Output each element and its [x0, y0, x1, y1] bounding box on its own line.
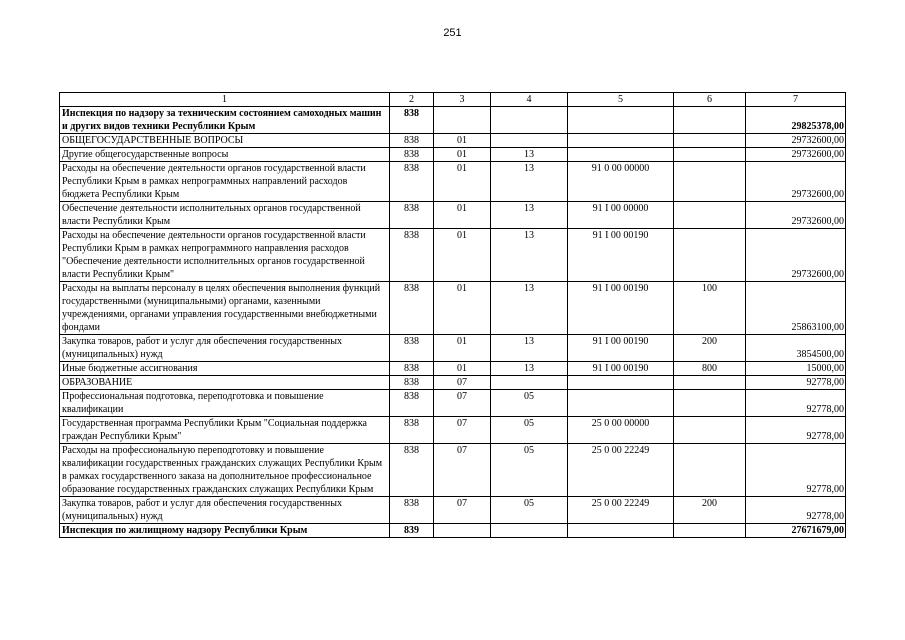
row-subsection-cell: 13	[491, 229, 568, 282]
row-subsection-cell: 13	[491, 148, 568, 162]
row-code-cell: 838	[390, 282, 434, 335]
row-name-cell: Обеспечение деятельности исполнительных органов государственной власти Республики Крым	[60, 202, 390, 229]
row-code-cell: 838	[390, 134, 434, 148]
row-subsection-cell	[491, 107, 568, 134]
row-section-cell: 01	[434, 229, 491, 282]
row-amount-cell: 29732600,00	[746, 148, 846, 162]
page-number: 251	[443, 27, 462, 39]
table-row	[60, 134, 846, 148]
row-target-cell: 91 I 00 00190	[568, 335, 674, 362]
row-expense-type-cell	[674, 162, 746, 202]
table-row	[60, 524, 846, 538]
row-target-cell	[568, 148, 674, 162]
row-section-cell: 01	[434, 162, 491, 202]
row-subsection-cell	[491, 524, 568, 538]
row-section-cell: 01	[434, 335, 491, 362]
row-target-cell	[568, 376, 674, 390]
row-section-cell: 01	[434, 282, 491, 335]
row-expense-type-cell	[674, 417, 746, 444]
row-name-cell: Инспекция по надзору за техническим состоянием самоходных машин и других видов техники Республики Крым	[60, 107, 390, 134]
row-subsection-cell: 13	[491, 202, 568, 229]
row-name-cell: Расходы на выплаты персоналу в целях обеспечения выполнения функций государственными (муниципальными) органами, казенными учреждениями, органами управления государственными внебюджетными фондами	[60, 282, 390, 335]
table-row	[60, 282, 846, 335]
header-cell-4: 4	[491, 93, 568, 107]
header-cell-1: 1	[60, 93, 390, 107]
row-section-cell: 07	[434, 417, 491, 444]
budget-table	[59, 92, 846, 538]
row-code-cell: 838	[390, 376, 434, 390]
row-name-cell: Государственная программа Республики Крым "Социальная поддержка граждан Республики Крым"	[60, 417, 390, 444]
row-target-cell: 91 I 00 00190	[568, 229, 674, 282]
table-row	[60, 335, 846, 362]
row-name-cell: ОБЩЕГОСУДАРСТВЕННЫЕ ВОПРОСЫ	[60, 134, 390, 148]
row-section-cell: 01	[434, 362, 491, 376]
row-target-cell: 25 0 00 00000	[568, 417, 674, 444]
row-name-cell: Расходы на обеспечение деятельности органов государственной власти Республики Крым в рамках непрограммных направлений расходов бюджета Республики Крым	[60, 162, 390, 202]
row-name-cell: Иные бюджетные ассигнования	[60, 362, 390, 376]
row-name-cell: ОБРАЗОВАНИЕ	[60, 376, 390, 390]
row-subsection-cell: 05	[491, 444, 568, 497]
row-code-cell: 838	[390, 497, 434, 524]
row-target-cell: 91 0 00 00000	[568, 162, 674, 202]
row-code-cell: 838	[390, 148, 434, 162]
row-name-cell: Расходы на обеспечение деятельности органов государственной власти Республики Крым в рамках непрограммного направления расходов "Обеспечение деятельности исполнительных органов государственной власти Республики Крым"	[60, 229, 390, 282]
row-amount-cell: 92778,00	[746, 376, 846, 390]
row-section-cell: 01	[434, 134, 491, 148]
row-subsection-cell: 05	[491, 417, 568, 444]
header-cell-2: 2	[390, 93, 434, 107]
row-expense-type-cell: 800	[674, 362, 746, 376]
row-section-cell	[434, 107, 491, 134]
row-name-cell: Профессиональная подготовка, переподготовка и повышение квалификации	[60, 390, 390, 417]
row-target-cell	[568, 134, 674, 148]
row-expense-type-cell	[674, 229, 746, 282]
row-amount-cell: 92778,00	[746, 390, 846, 417]
row-expense-type-cell	[674, 202, 746, 229]
row-target-cell: 91 I 00 00190	[568, 282, 674, 335]
row-name-cell: Закупка товаров, работ и услуг для обеспечения государственных (муниципальных) нужд	[60, 335, 390, 362]
header-cell-3: 3	[434, 93, 491, 107]
row-amount-cell: 27671679,00	[746, 524, 846, 538]
row-subsection-cell: 13	[491, 335, 568, 362]
row-target-cell: 91 I 00 00000	[568, 202, 674, 229]
row-subsection-cell: 13	[491, 282, 568, 335]
row-code-cell: 838	[390, 444, 434, 497]
table-row	[60, 362, 846, 376]
row-subsection-cell	[491, 134, 568, 148]
row-name-cell: Другие общегосударственные вопросы	[60, 148, 390, 162]
table-row	[60, 497, 846, 524]
row-expense-type-cell	[674, 524, 746, 538]
row-subsection-cell: 13	[491, 162, 568, 202]
row-target-cell: 91 I 00 00190	[568, 362, 674, 376]
row-amount-cell: 29825378,00	[746, 107, 846, 134]
row-amount-cell: 29732600,00	[746, 202, 846, 229]
row-amount-cell: 92778,00	[746, 444, 846, 497]
table-row	[60, 229, 846, 282]
table-row	[60, 444, 846, 497]
row-code-cell: 838	[390, 390, 434, 417]
row-section-cell: 07	[434, 390, 491, 417]
table-row	[60, 107, 846, 134]
header-cell-6: 6	[674, 93, 746, 107]
row-code-cell: 838	[390, 417, 434, 444]
row-amount-cell: 29732600,00	[746, 162, 846, 202]
table-row	[60, 202, 846, 229]
row-expense-type-cell	[674, 107, 746, 134]
row-section-cell: 01	[434, 148, 491, 162]
row-expense-type-cell: 200	[674, 335, 746, 362]
row-expense-type-cell	[674, 444, 746, 497]
row-amount-cell: 92778,00	[746, 497, 846, 524]
row-expense-type-cell	[674, 390, 746, 417]
row-target-cell	[568, 107, 674, 134]
row-name-cell: Закупка товаров, работ и услуг для обеспечения государственных (муниципальных) нужд	[60, 497, 390, 524]
table-body	[60, 93, 846, 538]
row-section-cell: 07	[434, 376, 491, 390]
row-subsection-cell: 05	[491, 390, 568, 417]
row-code-cell: 838	[390, 162, 434, 202]
row-subsection-cell	[491, 376, 568, 390]
row-subsection-cell: 13	[491, 362, 568, 376]
row-target-cell	[568, 524, 674, 538]
row-section-cell: 07	[434, 497, 491, 524]
row-expense-type-cell: 100	[674, 282, 746, 335]
row-code-cell: 839	[390, 524, 434, 538]
row-subsection-cell: 05	[491, 497, 568, 524]
row-amount-cell: 25863100,00	[746, 282, 846, 335]
table-row	[60, 148, 846, 162]
row-target-cell: 25 0 00 22249	[568, 497, 674, 524]
row-target-cell	[568, 390, 674, 417]
row-section-cell: 01	[434, 202, 491, 229]
row-amount-cell: 15000,00	[746, 362, 846, 376]
row-amount-cell: 29732600,00	[746, 134, 846, 148]
table-row	[60, 162, 846, 202]
row-name-cell: Расходы на профессиональную переподготовку и повышение квалификации государственных гражданских служащих Республики Крым в рамках государственного заказа на дополнительное профессиональное образование государственных гражданских служащих Республики Крым	[60, 444, 390, 497]
row-code-cell: 838	[390, 107, 434, 134]
header-row	[60, 93, 846, 107]
row-expense-type-cell	[674, 148, 746, 162]
table-row	[60, 417, 846, 444]
row-code-cell: 838	[390, 362, 434, 376]
table-row	[60, 390, 846, 417]
row-amount-cell: 92778,00	[746, 417, 846, 444]
row-code-cell: 838	[390, 202, 434, 229]
table-row	[60, 376, 846, 390]
row-amount-cell: 3854500,00	[746, 335, 846, 362]
row-code-cell: 838	[390, 229, 434, 282]
header-cell-5: 5	[568, 93, 674, 107]
row-expense-type-cell: 200	[674, 497, 746, 524]
row-amount-cell: 29732600,00	[746, 229, 846, 282]
row-name-cell: Инспекция по жилищному надзору Республики Крым	[60, 524, 390, 538]
row-code-cell: 838	[390, 335, 434, 362]
row-expense-type-cell	[674, 376, 746, 390]
row-expense-type-cell	[674, 134, 746, 148]
row-section-cell	[434, 524, 491, 538]
header-cell-7: 7	[746, 93, 846, 107]
row-target-cell: 25 0 00 22249	[568, 444, 674, 497]
row-section-cell: 07	[434, 444, 491, 497]
